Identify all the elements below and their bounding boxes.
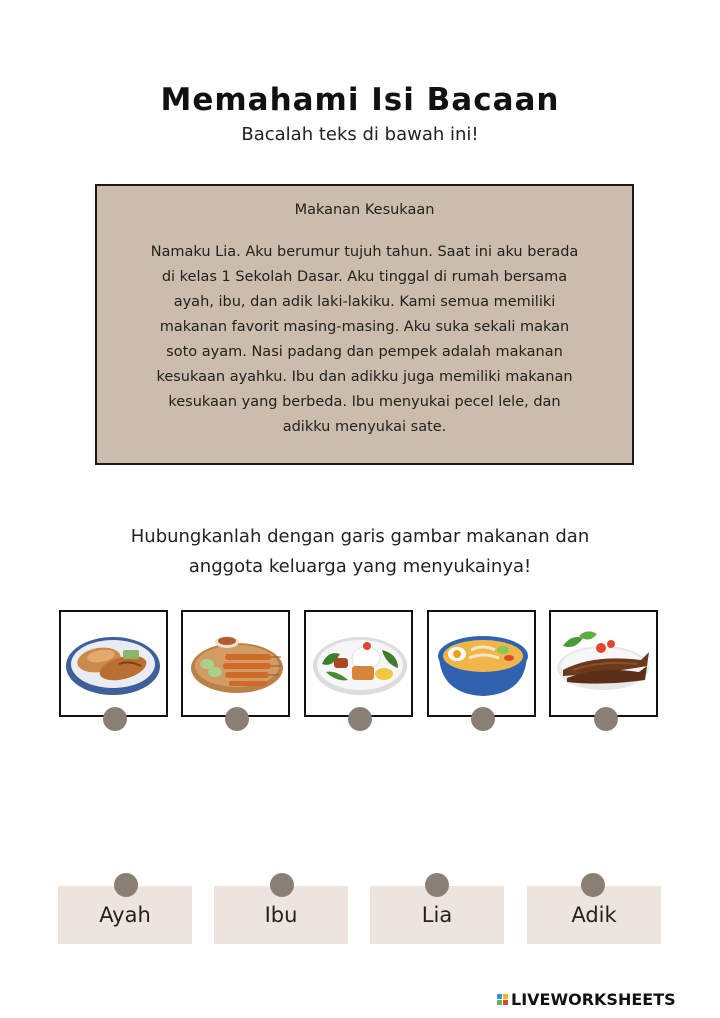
reading-line: kesukaan ayahku. Ibu dan adikku juga memiliki makanan bbox=[156, 369, 573, 385]
reading-line: adikku menyukai sate. bbox=[282, 419, 447, 435]
family-connector-dot[interactable] bbox=[581, 873, 605, 897]
pempek-icon bbox=[63, 620, 164, 704]
instruction-line: Hubungkanlah dengan garis gambar makanan dan bbox=[130, 526, 590, 547]
family-connector-dot[interactable] bbox=[114, 873, 138, 897]
food-card-pempek bbox=[59, 610, 168, 717]
food-card-nasi-padang bbox=[304, 610, 413, 717]
page-subtitle: Bacalah teks di bawah ini! bbox=[241, 124, 479, 145]
matching-instruction bbox=[60, 522, 660, 582]
food-connector-dot[interactable] bbox=[225, 707, 249, 731]
reading-line: kesukaan yang berbeda. Ibu menyukai pecel lele, dan bbox=[168, 394, 561, 410]
liveworksheets-logo bbox=[497, 990, 676, 1009]
nasi-padang-icon bbox=[308, 620, 409, 704]
family-label: Ibu bbox=[264, 903, 298, 927]
family-connector-dot[interactable] bbox=[425, 873, 449, 897]
food-card-pecel-lele bbox=[549, 610, 658, 717]
family-label: Ayah bbox=[99, 903, 151, 927]
food-card-soto-ayam bbox=[427, 610, 536, 717]
reading-line: ayah, ibu, dan adik laki-lakiku. Kami semua memiliki bbox=[173, 294, 556, 310]
reading-passage-box bbox=[95, 184, 634, 465]
reading-text bbox=[115, 240, 614, 440]
food-connector-dot[interactable] bbox=[348, 707, 372, 731]
family-label: Adik bbox=[571, 903, 617, 927]
instruction-line: anggota keluarga yang menyukainya! bbox=[188, 556, 532, 577]
reading-line: di kelas 1 Sekolah Dasar. Aku tinggal di rumah bersama bbox=[161, 269, 568, 285]
food-card-sate bbox=[181, 610, 290, 717]
reading-line: makanan favorit masing-masing. Aku suka sekali makan bbox=[159, 319, 570, 335]
food-connector-dot[interactable] bbox=[594, 707, 618, 731]
soto-ayam-icon bbox=[431, 620, 532, 704]
reading-line: Namaku Lia. Aku berumur tujuh tahun. Saat ini aku berada bbox=[150, 244, 579, 260]
reading-line: soto ayam. Nasi padang dan pempek adalah makanan bbox=[166, 344, 563, 360]
reading-title: Makanan Kesukaan bbox=[294, 202, 435, 218]
brand-text: LIVEWORKSHEETS bbox=[511, 990, 676, 1009]
food-connector-dot[interactable] bbox=[103, 707, 127, 731]
family-label: Lia bbox=[421, 903, 453, 927]
page-title: Memahami Isi Bacaan bbox=[160, 82, 560, 118]
sate-icon bbox=[185, 620, 286, 704]
food-connector-dot[interactable] bbox=[471, 707, 495, 731]
pecel-lele-icon bbox=[553, 620, 654, 704]
logo-grid-icon bbox=[497, 994, 508, 1005]
family-connector-dot[interactable] bbox=[270, 873, 294, 897]
